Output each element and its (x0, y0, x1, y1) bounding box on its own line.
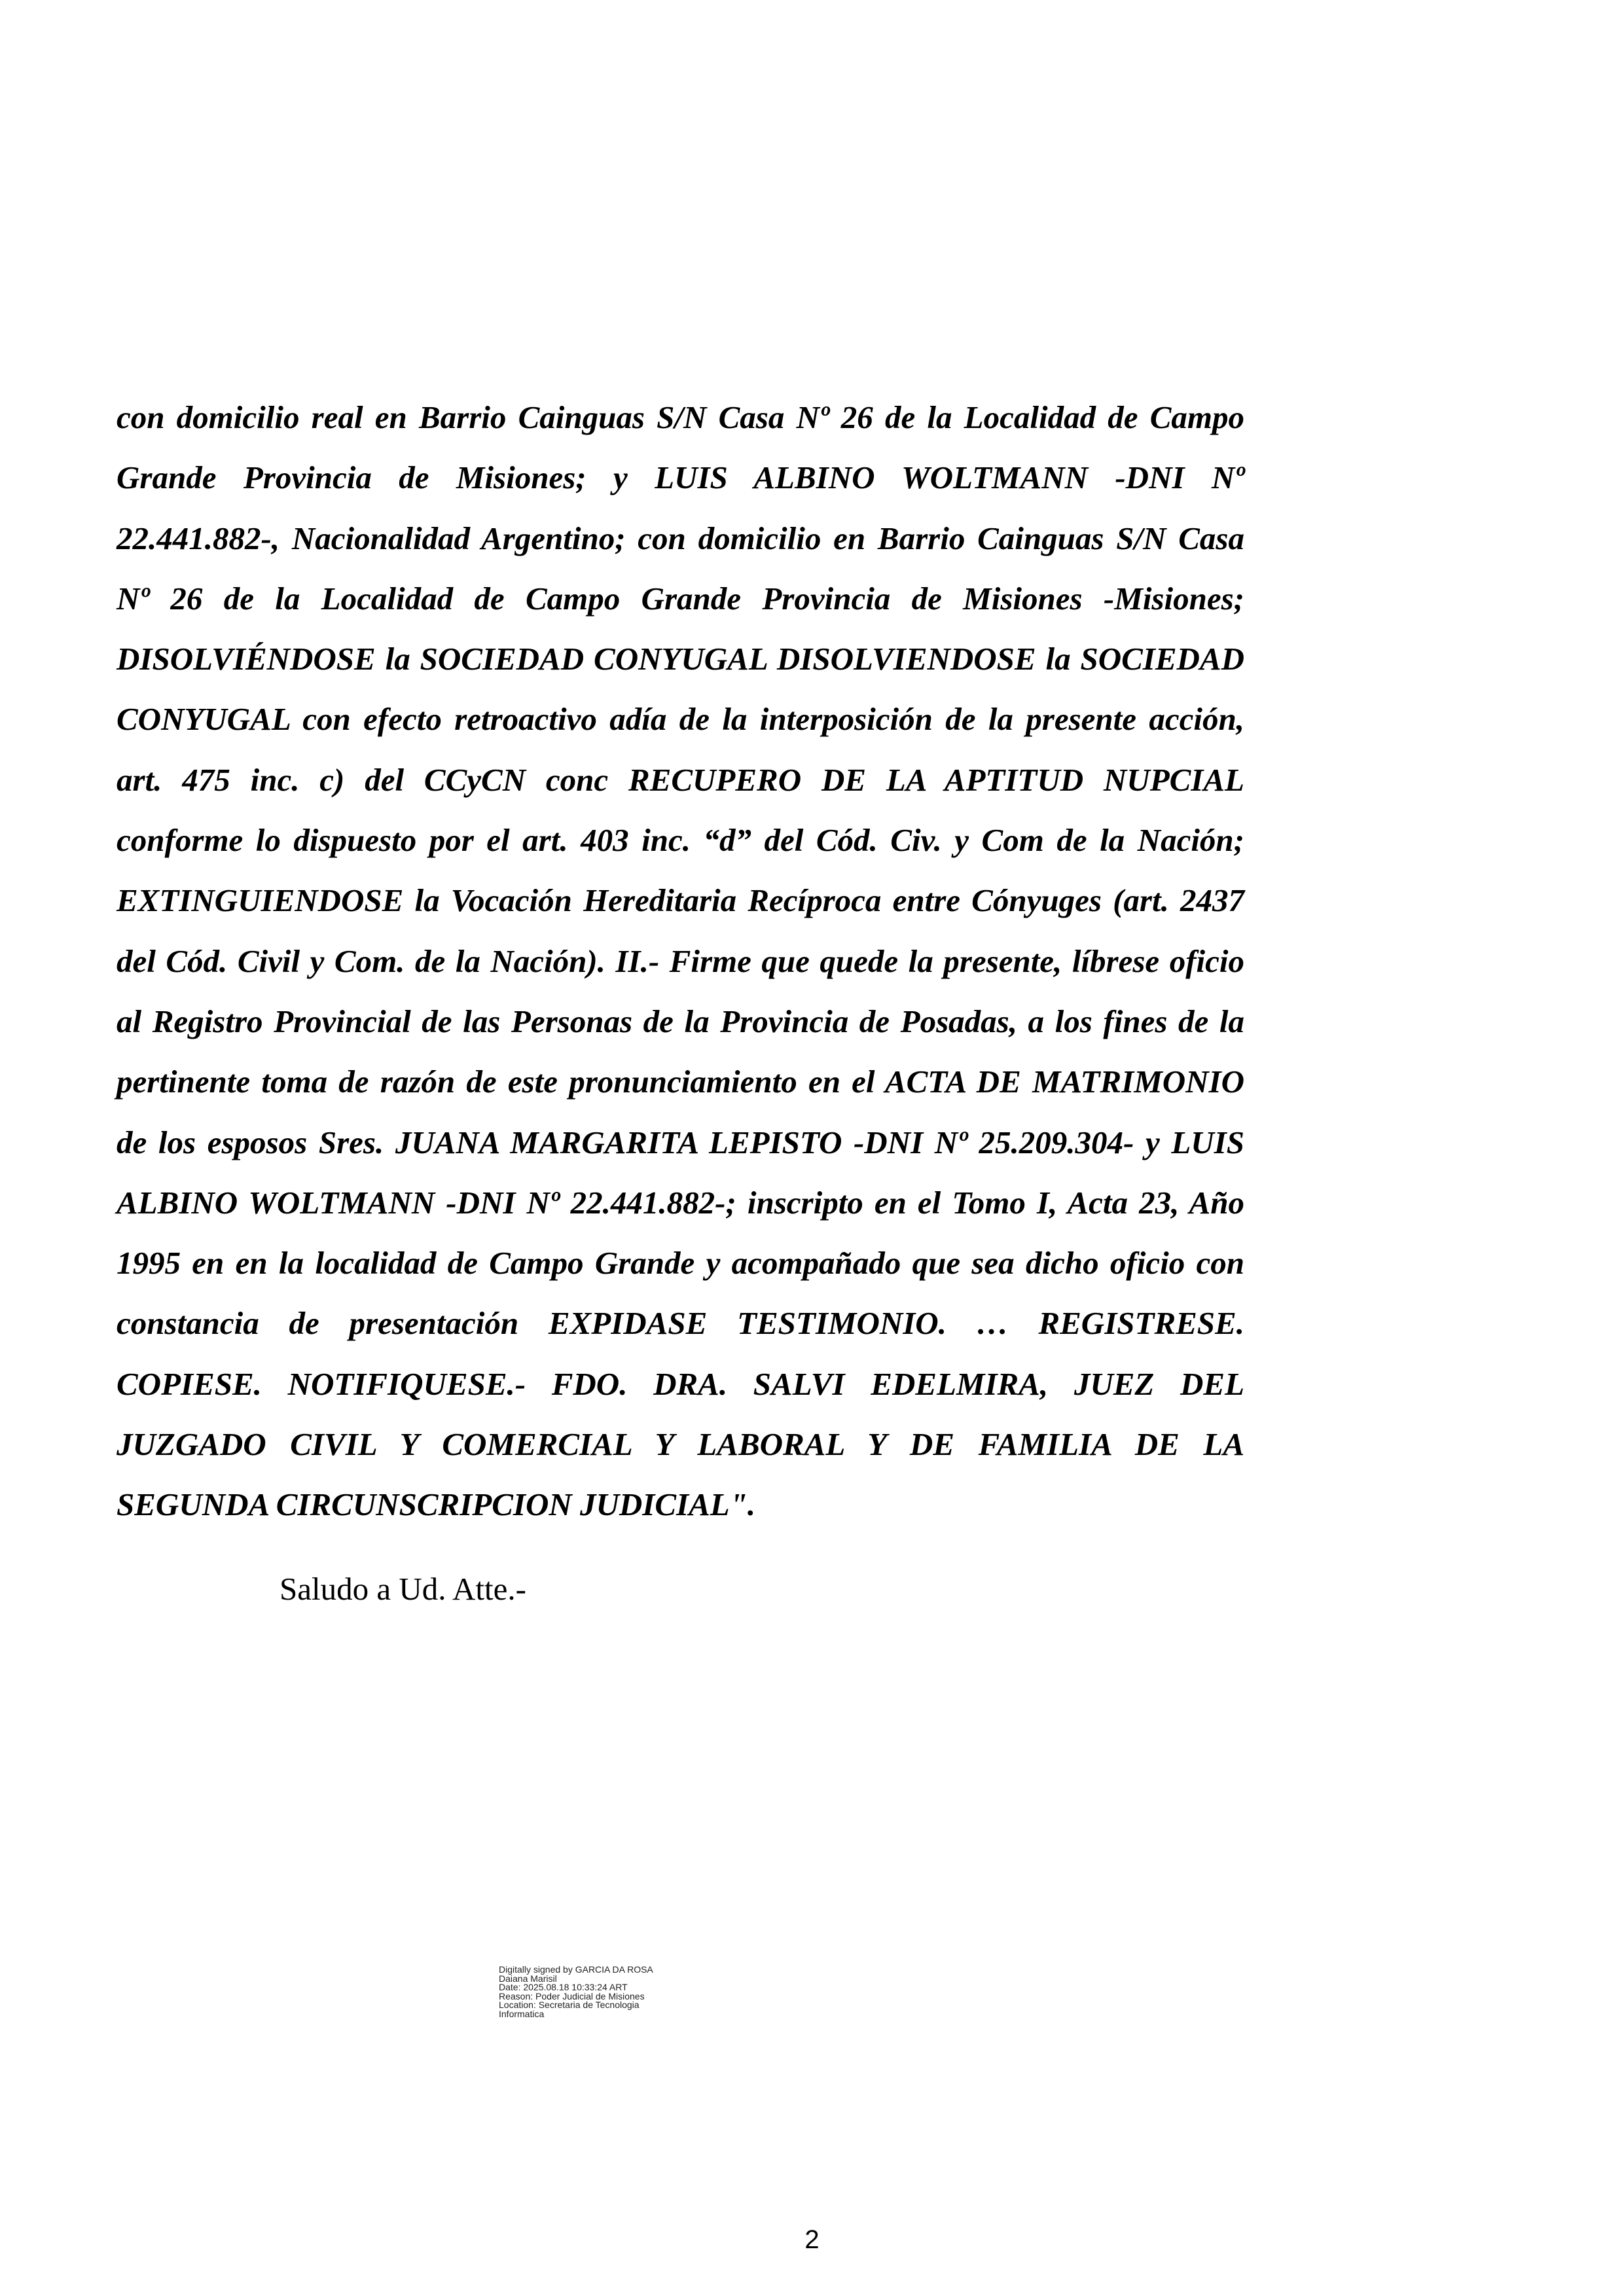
page-number: 2 (804, 2225, 820, 2254)
signature-line: Date: 2025.08.18 10:33:24 ART (499, 1982, 628, 1992)
body-line: EXTINGUIENDOSE la Vocación Hereditaria Recíproca entre Cónyuges (art. 2437 (117, 882, 1244, 919)
signature-line: Informatica (499, 2008, 545, 2019)
body-line: ALBINO WOLTMANN -DNI Nº 22.441.882-; inscripto en el Tomo I, Acta 23, Año (117, 1184, 1244, 1221)
signature-line: Location: Secretaria de Tecnologia (499, 2000, 640, 2010)
body-line: con domicilio real en Barrio Cainguas S/N Casa Nº 26 de la Localidad de Campo (117, 399, 1244, 435)
digital-signature-block (499, 1965, 715, 2018)
body-line: pertinente toma de razón de este pronunciamiento en el ACTA DE MATRIMONIO (117, 1064, 1244, 1100)
body-line: de los esposos Sres. JUANA MARGARITA LEPISTO -DNI Nº 25.209.304- y LUIS (117, 1124, 1244, 1160)
body-line: del Cód. Civil y Com. de la Nación). II.- Firme que quede la presente, líbrese oficio (117, 942, 1244, 979)
signature-line: Digitally signed by GARCIA DA ROSA (499, 1964, 653, 1975)
signature-line: Reason: Poder Judicial de Misiones (499, 1990, 645, 2001)
body-line: 22.441.882-, Nacionalidad Argentino; con domicilio en Barrio Cainguas S/N Casa (117, 520, 1244, 556)
body-line: CONYUGAL con efecto retroactivo adía de la interposición de la presente acción, (117, 701, 1244, 738)
body-line: 1995 en en la localidad de Campo Grande y acompañado que sea dicho oficio con (117, 1245, 1244, 1282)
body-line: SEGUNDA CIRCUNSCRIPCION JUDICIAL". (117, 1486, 756, 1523)
body-line: constancia de presentación EXPIDASE TESTIMONIO. … REGISTRESE. (117, 1305, 1244, 1342)
body-line: JUZGADO CIVIL Y COMERCIAL Y LABORAL Y DE FAMILIA DE LA (117, 1426, 1244, 1463)
signature-line: Daiana Marisil (499, 1973, 557, 1984)
closing-salutation: Saludo a Ud. Atte.- (280, 1571, 526, 1607)
body-line: Nº 26 de la Localidad de Campo Grande Provincia de Misiones -Misiones; (117, 580, 1244, 617)
body-paragraph (117, 387, 1244, 1535)
body-line: conforme lo dispuesto por el art. 403 inc. “d” del Cód. Civ. y Com de la Nación; (117, 822, 1244, 859)
body-line: DISOLVIÉNDOSE la SOCIEDAD CONYUGAL DISOLVIENDOSE la SOCIEDAD (117, 641, 1244, 677)
body-line: art. 475 inc. c) del CCyCN conc RECUPERO DE LA APTITUD NUPCIAL (117, 761, 1244, 798)
body-line: al Registro Provincial de las Personas de la Provincia de Posadas, a los fines de la (117, 1003, 1244, 1039)
body-line: Grande Provincia de Misiones; y LUIS ALBINO WOLTMANN -DNI Nº (117, 459, 1244, 496)
body-line: COPIESE. NOTIFIQUESE.- FDO. DRA. SALVI EDELMIRA, JUEZ DEL (117, 1365, 1244, 1402)
